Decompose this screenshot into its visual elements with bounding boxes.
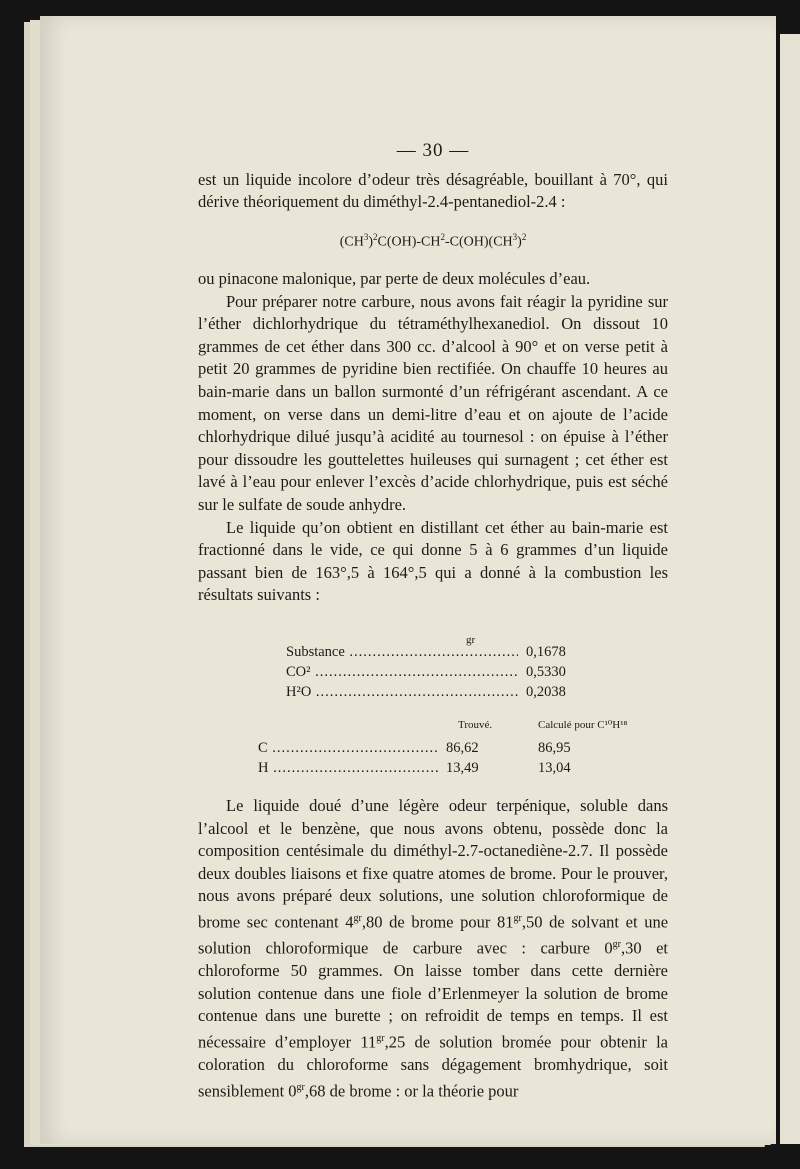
found-value: 86,62 (446, 739, 479, 756)
paragraph-conclusion: Le liquide doué d’une légère odeur terpénique, soluble dans l’alcool et le benzène, que nous avons obtenu, possède donc la composition centésimale du diméthyl-2.7-octanediène-2.7. Il possède deux doubles liaisons et fixe quatre atomes de brome. Pour le prouver, nous avons préparé deux solutions, une solution chloroformique de brome sec contenant $4^{gr},80$ de brome pour $81^{gr},50$ de solvant et une solution chloroformique de carbure avec : carbure $0^{gr},30$ et chloroforme 50 grammes. On laisse tomber dans cette dernière solution contenue dans une fiole d’Erlenmeyer la solution de brome contenue dans une burette ; on refroidit de temps en temps. Il est nécessaire d’employer $11^{gr},25$ de solution bromée pour obtenir la coloration du chloroforme sans dégagement bromhydrique, soit sensiblement $0^{gr},68$ de brome : or la théorie pour (198, 795, 669, 1101)
analysis-value: 0,2038 (526, 683, 566, 700)
analysis-label: H²O ..... (286, 681, 518, 704)
analysis-label: Substance ..... (286, 641, 518, 664)
paragraph-liquide: Le liquide qu’on obtient en distillant cet éther au bain-marie est fractionné dans le vide, ce qui donne 5 à 6 grammes d’un liquide passant bien de 163°,5 à 164°,5 qui a donné à la combustion les résultats suivants : (198, 517, 668, 605)
analysis-value: 0,5330 (526, 663, 566, 680)
analysis-row (286, 681, 586, 701)
paragraph-pinacone: ou pinacone malonique, par perte de deux molécules d’eau. (198, 269, 591, 289)
column-found: Trouvé. (458, 719, 493, 732)
combustion-analysis-table (286, 629, 586, 701)
comparison-row (258, 737, 668, 757)
page-text (198, 140, 668, 1103)
analysis-row (286, 641, 586, 661)
analysis-value: 0,1678 (526, 643, 566, 660)
paragraph-preparation: Pour préparer notre carbure, nous avons fait réagir la pyridine sur l’éther dichlorhydrique du tétraméthylhexanediol. On dissout 10 grammes de cet éther dans 300 cc. d’alcool à 90° et on verse petit à petit 20 grammes de pyridine bien rectifiée. On chauffe 10 heures au bain-marie dans un ballon surmonté d’un réfrigérant ascendant. A ce moment, on verse dans un demi-litre d’eau et on ajoute de l’acide chlorhydrique dilué jusqu’à acidité au tournesol : on épuise à l’éther pour dissoudre les gouttelettes huileuses qui surnagent ; cet éther est lavé à l’eau pour enlever l’excès d’acide chlorhydrique, puis est séché sur le sulfate de soude anhydre. (198, 291, 668, 514)
analysis-label: CO² ..... (286, 661, 518, 684)
column-calculated: Calculé pour C¹⁰H¹⁸ (538, 719, 628, 732)
comparison-row (258, 757, 668, 777)
element-label: C ..... (258, 737, 438, 760)
page-number: — 30 — (396, 140, 470, 161)
calculated-value: 13,04 (538, 759, 571, 776)
facing-page-edge (780, 34, 800, 1144)
found-value: 13,49 (446, 759, 479, 776)
analysis-row (286, 661, 586, 681)
element-label: H ..... (258, 757, 438, 780)
unit-header: gr (466, 633, 476, 646)
calculated-value: 86,95 (538, 739, 571, 756)
comparison-header (258, 719, 668, 737)
composition-comparison-table (258, 719, 668, 777)
paragraph-intro: est un liquide incolore d’odeur très désagréable, bouillant à 70°, qui dérive théoriquement du diméthyl-2.4-pentanediol-2.4 : (198, 169, 668, 212)
chemical-formula: $(CH^3)^2C(OH)-CH^2-C(OH)(CH^3)^2$ (339, 231, 527, 250)
